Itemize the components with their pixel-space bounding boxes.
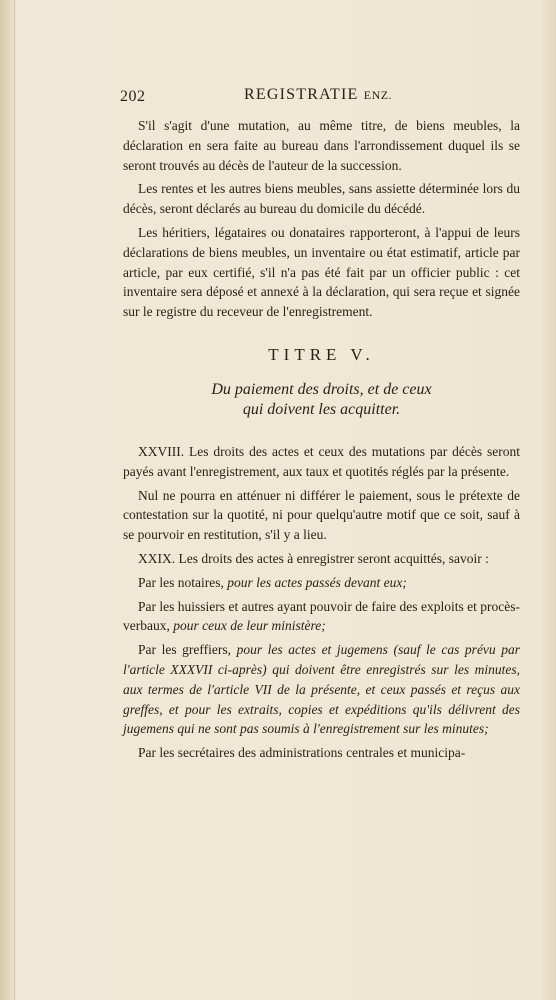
running-title [244,86,392,104]
list-item-roman: Par les notaires, [138,574,228,590]
section-subtitle-line: qui doivent les acquitter. [242,400,401,418]
list-item-roman: Par les greffiers, [138,642,237,658]
paragraph: Les héritiers, légataires ou donataires rapporteront, à l'appui de leurs déclarations de biens meubles, un inventaire ou état estimatif, article par article, par eux certifié, s'il n'a pas été fait par un officier public : cet inventaire sera déposé et annexé à la déclaration, qui sera reçue et signée sur le registre du receveur de l'enregistrement. [123,224,520,320]
running-title-main: REGISTRATIE [244,86,359,103]
list-item [123,597,520,637]
section-title: TITRE V. [268,344,375,364]
list-item-italic: pour les actes passés devant eux; [227,574,407,590]
section-subtitle [123,380,520,420]
paragraph: Nul ne pourra en atténuer ni différer le paiement, sous le prétexte de contestation sur la quotité, ni pour quelqu'autre motif que ce soit, sauf à se pourvoir en restitution, s'il y a lieu. [123,487,520,543]
list-item-italic: pour les actes et jugemens (sauf le cas prévu par l'article XXXVII ci-après) qui doivent être enregistrés sur les minutes, aux termes de l'article VII de la présente, et ceux passés et reçus aux greffes, et pour les extraits, copies et expéditions qu'ils délivrent des jugemens qui ne sont pas soumis à l'enregistrement sur les minutes; [123,642,521,737]
list-item [123,573,520,593]
list-item-roman: Par les huissiers et autres ayant pouvoir de faire des exploits et procès-verbaux, [123,598,520,634]
list-item [123,640,520,739]
paragraph: S'il s'agit d'une mutation, au même titre, de biens meubles, la déclaration en sera faite au bureau dans l'arrondissement duquel ils se seront trouvés au décès de l'auteur de la succession. [123,118,520,173]
page-number: 202 [120,88,146,105]
page-body [123,116,520,763]
list-item: Par les secrétaires des administrations centrales et municipa- [138,745,466,761]
paragraph: Les rentes et les autres biens meubles, sans assiette déterminée lors du décès, seront déclarés au bureau du domicile du décédé. [123,181,520,217]
article-paragraph: XXIX. Les droits des actes à enregistrer seront acquittés, savoir : [138,550,489,566]
article-paragraph: XXVIII. Les droits des actes et ceux des mutations par décès seront payés avant l'enregistrement, aux taux et quotités réglés par la présente. [123,443,520,479]
section-subtitle-line: Du paiement des droits, et de ceux [211,380,432,398]
running-title-suffix: ENZ. [363,88,393,102]
list-item-italic: pour ceux de leur ministère; [173,618,326,634]
page-binding-edge [0,0,15,1000]
running-header [120,86,520,108]
